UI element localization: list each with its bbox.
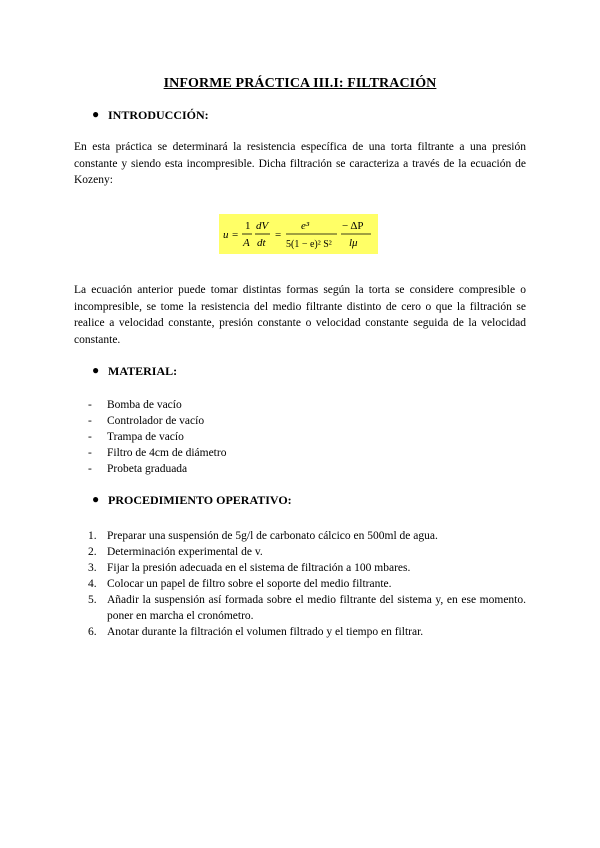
section-heading-label: PROCEDIMIENTO OPERATIVO: <box>108 493 292 507</box>
list-item <box>88 576 526 592</box>
dash-marker: - <box>88 431 92 443</box>
eq-one: 1 <box>245 220 251 232</box>
step-number: 1. <box>88 530 97 542</box>
list-item <box>88 624 526 640</box>
material-item: Trampa de vacío <box>107 431 184 443</box>
kozeny-equation-graphic <box>219 214 378 254</box>
bullet-icon: ● <box>92 107 100 121</box>
step-text: Anotar durante la filtración el volumen filtrado y el tiempo en filtrar. <box>107 626 424 638</box>
eq-equals-1: = <box>232 229 239 241</box>
step-number: 4. <box>88 578 97 590</box>
bullet-icon: ● <box>92 363 100 377</box>
list-item <box>88 528 526 544</box>
eq-minus-dP: − ΔP <box>342 220 364 232</box>
eq-equals-2: = <box>275 229 282 241</box>
kozeny-equation <box>219 214 378 254</box>
procedure-list <box>88 528 526 640</box>
material-item: Filtro de 4cm de diámetro <box>107 447 227 459</box>
eq-denominator: 5(1 − e)² S² <box>286 239 332 250</box>
list-item <box>88 592 526 624</box>
eq-A: A <box>243 237 250 249</box>
dash-marker: - <box>88 399 92 411</box>
step-number: 3. <box>88 562 97 574</box>
list-item <box>88 560 526 576</box>
eq-dt: dt <box>257 237 266 249</box>
dash-marker: - <box>88 415 92 427</box>
step-number: 5. <box>88 594 97 606</box>
intro-paragraph: En esta práctica se determinará la resistencia específica de una torta filtrante a una presión constante y siendo esta incompresible. Dicha filtración se caracteriza a través de la ecuación de Kozeny: <box>74 141 526 186</box>
step-number: 2. <box>88 546 97 558</box>
eq-e3: e³ <box>301 220 310 232</box>
section-heading-label: INTRODUCCIÓN: <box>108 108 209 122</box>
material-item: Probeta graduada <box>107 463 188 475</box>
step-text: Colocar un papel de filtro sobre el soporte del medio filtrante. <box>107 578 392 590</box>
eq-dV: dV <box>256 220 269 232</box>
dash-marker: - <box>88 447 92 459</box>
step-text: Fijar la presión adecuada en el sistema de filtración a 100 mbares. <box>107 562 411 574</box>
eq-u: u <box>223 229 229 241</box>
eq-l-mu: lμ <box>349 237 358 249</box>
bullet-icon: ● <box>92 492 100 506</box>
intro-paragraph-2: La ecuación anterior puede tomar distintas formas según la torta se considere compresible o incompresible, se tome la resistencia del medio filtrante distinto de cero o que la filtración se realice a velocidad constante, presión constante o velocidad constante seguida de la velocidad constante. <box>74 284 526 346</box>
step-number: 6. <box>88 626 97 638</box>
document-title: INFORME PRÁCTICA III.I: FILTRACIÓN <box>163 76 437 91</box>
step-text: Añadir la suspensión así formada sobre el medio filtrante del sistema y, en ese momento. poner en marcha el cronómetro. <box>107 594 526 622</box>
step-text: Preparar una suspensión de 5g/l de carbonato cálcico en 500ml de agua. <box>107 530 438 542</box>
dash-marker: - <box>88 463 92 475</box>
material-item: Controlador de vacío <box>107 415 205 427</box>
section-heading-label: MATERIAL: <box>108 364 178 378</box>
step-text: Determinación experimental de v. <box>107 546 263 558</box>
list-item <box>88 544 526 560</box>
material-item: Bomba de vacío <box>107 399 182 411</box>
